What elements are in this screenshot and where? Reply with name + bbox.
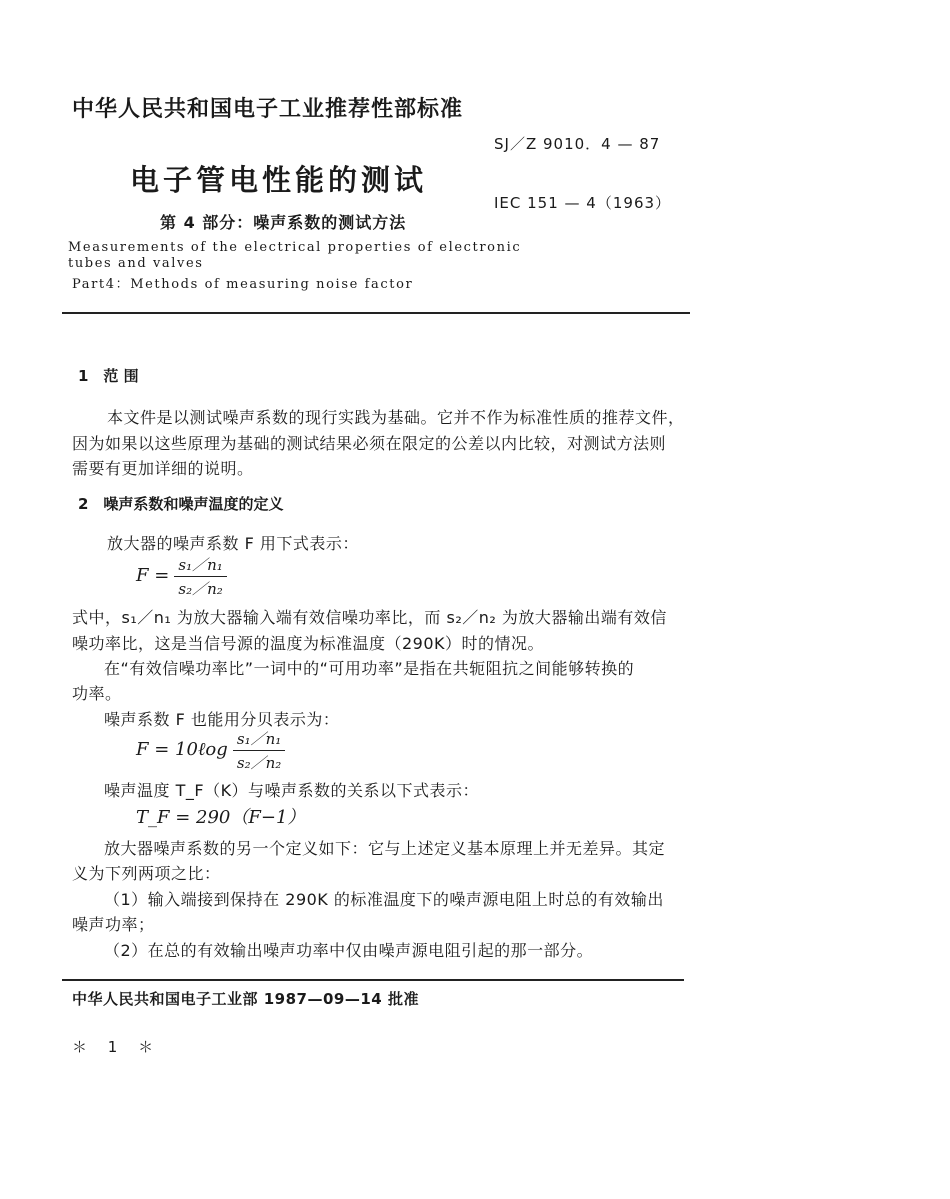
section-1-para-line-2: 因为如果以这些原理为基础的测试结果必须在限定的公差以内比较，对测试方法则 bbox=[72, 434, 667, 453]
subtitle: 第 4 部分：噪声系数的测试方法 bbox=[160, 213, 407, 232]
list-item-1-line-1: （1）输入端接到保持在 290K 的标准温度下的噪声源电阻上时总的有效输出 bbox=[104, 890, 664, 909]
decibel-intro: 噪声系数 F 也能用分贝表示为： bbox=[104, 710, 340, 729]
standard-code: SJ／Z 9010．4 — 87 bbox=[494, 135, 661, 153]
iec-reference: IEC 151 — 4（1963） bbox=[494, 194, 672, 212]
note-line-1: 在“有效信噪功率比”一词中的“可用功率”是指在共轭阻抗之间能够转换的 bbox=[104, 659, 635, 678]
list-item-2: （2）在总的有效输出噪声功率中仅由噪声源电阻引起的那一部分。 bbox=[104, 941, 594, 960]
equation-2-denominator: s₂／n₂ bbox=[236, 754, 282, 772]
alternative-definition-line-1: 放大器噪声系数的另一个定义如下：它与上述定义基本原理上并无差异。其定 bbox=[104, 839, 666, 858]
page-number: ＊ 1 ＊ bbox=[72, 1038, 162, 1056]
approval-line: 中华人民共和国电子工业部 1987—09—14 批准 bbox=[72, 990, 419, 1008]
where-clause-line-1: 式中，s₁／n₁ 为放大器输入端有效信噪功率比，而 s₂／n₂ 为放大器输出端有效信 bbox=[72, 608, 667, 627]
english-title-line-1: Measurements of the electrical properties of electronic bbox=[68, 240, 522, 255]
main-title: 电子管电性能的测试 bbox=[130, 163, 428, 197]
section-1-heading: 1 范 围 bbox=[78, 367, 139, 385]
list-item-1-line-2: 噪声功率； bbox=[72, 915, 155, 934]
equation-2-fraction bbox=[233, 728, 285, 773]
equation-2 bbox=[136, 728, 285, 773]
where-clause-line-2: 噪功率比，这是当信号源的温度为标准温度（290K）时的情况。 bbox=[72, 634, 545, 653]
english-title-line-2: tubes and valves bbox=[68, 256, 204, 271]
header-divider bbox=[62, 312, 690, 314]
english-title-line-3: Part4：Methods of measuring noise factor bbox=[72, 277, 414, 292]
equation-1 bbox=[136, 554, 227, 599]
equation-1-denominator: s₂／n₂ bbox=[178, 580, 223, 598]
note-line-2: 功率。 bbox=[72, 684, 122, 703]
noise-factor-intro: 放大器的噪声系数 F 用下式表示： bbox=[107, 534, 359, 553]
equation-1-numerator: s₁／n₁ bbox=[174, 554, 226, 577]
footer-divider bbox=[62, 979, 684, 981]
equation-1-lhs: F = bbox=[136, 565, 170, 586]
section-2-heading: 2 噪声系数和噪声温度的定义 bbox=[78, 495, 284, 513]
alternative-definition-line-2: 义为下列两项之比： bbox=[72, 864, 221, 883]
equation-1-fraction bbox=[174, 554, 226, 599]
equation-2-lhs: F = 10ℓog bbox=[136, 739, 228, 760]
noise-temperature-intro: 噪声温度 T_F（K）与噪声系数的关系以下式表示： bbox=[104, 781, 480, 800]
org-line: 中华人民共和国电子工业推荐性部标准 bbox=[72, 97, 464, 122]
section-1-para-line-3: 需要有更加详细的说明。 bbox=[72, 459, 254, 478]
equation-2-numerator: s₁／n₁ bbox=[233, 728, 285, 751]
equation-3: T_F = 290（F−1） bbox=[136, 807, 306, 828]
section-1-para-line-1: 本文件是以测试噪声系数的现行实践为基础。它并不作为标准性质的推荐文件， bbox=[107, 408, 685, 427]
